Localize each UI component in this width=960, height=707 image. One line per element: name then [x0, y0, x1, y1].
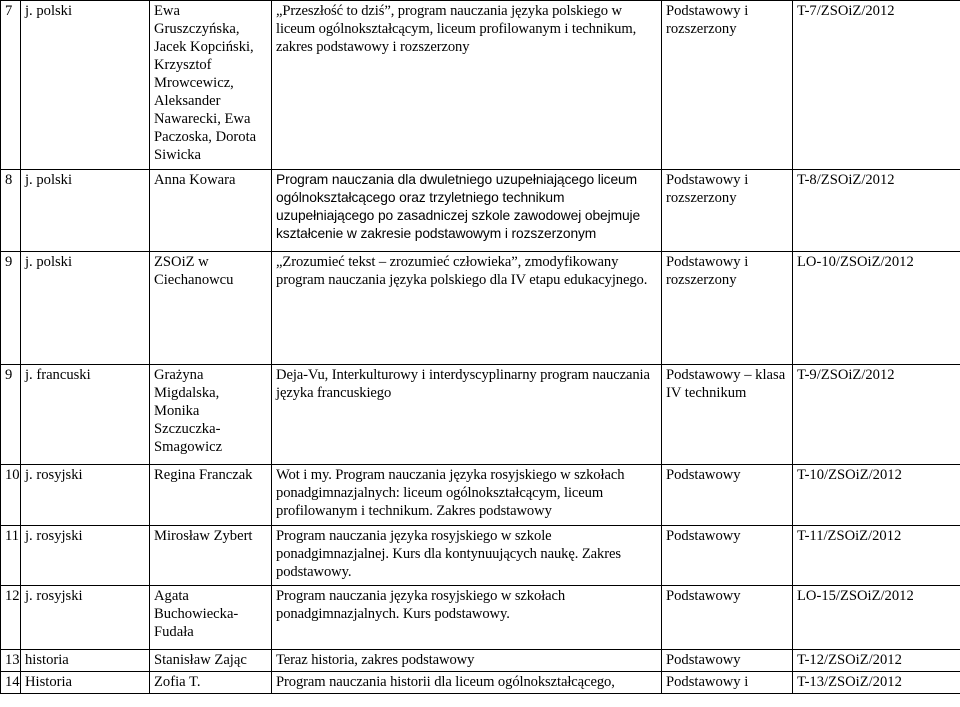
cell-title: Teraz historia, zakres podstawowy: [272, 650, 662, 672]
cell-subject: Historia: [21, 672, 150, 694]
cell-nr: 12: [1, 586, 21, 650]
cell-author: Anna Kowara: [150, 170, 272, 252]
cell-scope: Podstawowy: [662, 465, 793, 526]
cell-scope: Podstawowy: [662, 526, 793, 586]
cell-code: T-10/ZSOiZ/2012: [793, 465, 960, 526]
cell-author: Ewa Gruszczyńska, Jacek Kopciński, Krzysztof Mrowcewicz, Aleksander Nawarecki, Ewa Paczoska, Dorota Siwicka: [150, 1, 272, 170]
cell-title: Wot i my. Program nauczania języka rosyjskiego w szkołach ponadgimnazjalnych: liceum ogólnokształcącym, liceum profilowanym i technikum. Zakres podstawowy: [272, 465, 662, 526]
table-row: [1, 526, 960, 586]
cell-author: Grażyna Migdalska, Monika Szczuczka-Smagowicz: [150, 365, 272, 465]
cell-title: Deja-Vu, Interkulturowy i interdyscyplinarny program nauczania języka francuskiego: [272, 365, 662, 465]
cell-nr: 8: [1, 170, 21, 252]
cell-title: Program nauczania języka rosyjskiego w szkole ponadgimnazjalnej. Kurs dla kontynuujących naukę. Zakres podstawowy.: [272, 526, 662, 586]
cell-author: Zofia T.: [150, 672, 272, 694]
cell-subject: historia: [21, 650, 150, 672]
cell-scope: Podstawowy: [662, 586, 793, 650]
cell-subject: j. francuski: [21, 365, 150, 465]
cell-nr: 9: [1, 365, 21, 465]
cell-title: Program nauczania języka rosyjskiego w szkołach ponadgimnazjalnych. Kurs podstawowy.: [272, 586, 662, 650]
table-row: [1, 170, 960, 252]
cell-code: T-11/ZSOiZ/2012: [793, 526, 960, 586]
table-row: [1, 252, 960, 365]
cell-subject: j. rosyjski: [21, 465, 150, 526]
cell-code: LO-10/ZSOiZ/2012: [793, 252, 960, 365]
cell-nr: 10: [1, 465, 21, 526]
cell-code: LO-15/ZSOiZ/2012: [793, 586, 960, 650]
cell-subject: j. rosyjski: [21, 526, 150, 586]
cell-nr: 14: [1, 672, 21, 694]
cell-scope: Podstawowy i rozszerzony: [662, 1, 793, 170]
cell-scope: Podstawowy i rozszerzony: [662, 252, 793, 365]
cell-title: Program nauczania historii dla liceum ogólnokształcącego,: [272, 672, 662, 694]
cell-author: Stanisław Zając: [150, 650, 272, 672]
cell-nr: 9: [1, 252, 21, 365]
cell-subject: j. polski: [21, 1, 150, 170]
cell-code: T-13/ZSOiZ/2012: [793, 672, 960, 694]
table-row: [1, 465, 960, 526]
cell-scope: Podstawowy – klasa IV technikum: [662, 365, 793, 465]
table-row: [1, 1, 960, 170]
cell-scope: Podstawowy: [662, 650, 793, 672]
cell-subject: j. polski: [21, 252, 150, 365]
cell-subject: j. rosyjski: [21, 586, 150, 650]
cell-code: T-9/ZSOiZ/2012: [793, 365, 960, 465]
cell-title: „Zrozumieć tekst – zrozumieć człowieka”, zmodyfikowany program nauczania języka polskiego dla IV etapu edukacyjnego.: [272, 252, 662, 365]
cell-author: Agata Buchowiecka-Fudała: [150, 586, 272, 650]
cell-code: T-8/ZSOiZ/2012: [793, 170, 960, 252]
cell-code: T-12/ZSOiZ/2012: [793, 650, 960, 672]
cell-author: Mirosław Zybert: [150, 526, 272, 586]
cell-author: ZSOiZ w Ciechanowcu: [150, 252, 272, 365]
cell-subject: j. polski: [21, 170, 150, 252]
cell-nr: 11: [1, 526, 21, 586]
table-row: [1, 586, 960, 650]
table-row: [1, 672, 960, 694]
cell-nr: 13: [1, 650, 21, 672]
cell-code: T-7/ZSOiZ/2012: [793, 1, 960, 170]
cell-title: „Przeszłość to dziś”, program nauczania języka polskiego w liceum ogólnokształcącym, liceum profilowanym i technikum, zakres podstawowy i rozszerzony: [272, 1, 662, 170]
table-row: [1, 650, 960, 672]
cell-scope: Podstawowy i rozszerzony: [662, 170, 793, 252]
table-row: [1, 365, 960, 465]
cell-title: Program nauczania dla dwuletniego uzupełniającego liceum ogólnokształcącego oraz trzyletniego technikum uzupełniającego po zasadniczej szkole zawodowej obejmuje kształcenie w zakresie podstawowym i rozszerzonym: [272, 170, 662, 252]
cell-scope: Podstawowy i: [662, 672, 793, 694]
cell-author: Regina Franczak: [150, 465, 272, 526]
cell-nr: 7: [1, 1, 21, 170]
